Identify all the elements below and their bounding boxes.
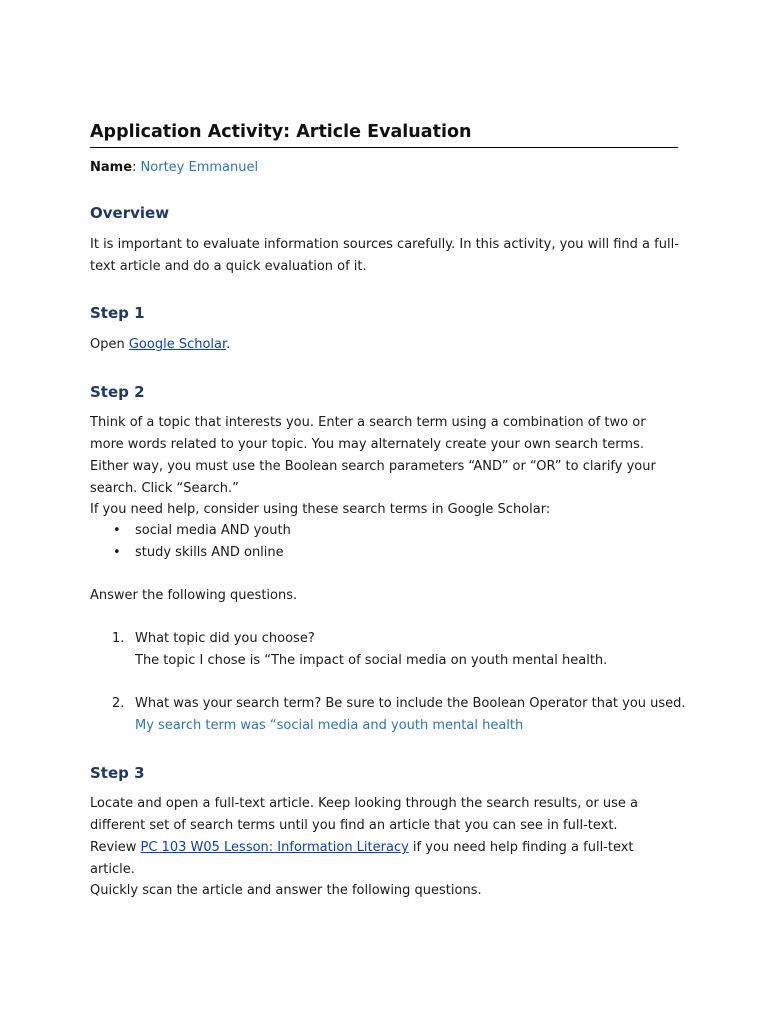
bullet-icon: •	[113, 523, 121, 538]
step2-heading: Step 2	[90, 383, 145, 401]
step1-prefix: Open	[90, 337, 129, 352]
list-item	[90, 542, 291, 564]
step2-help-text: If you need help, consider using these search terms in Google Scholar:	[90, 502, 551, 517]
list-item	[90, 693, 690, 737]
question-2	[90, 693, 690, 737]
name-line	[90, 158, 258, 178]
step3-heading: Step 3	[90, 764, 145, 782]
step1-suffix: .	[226, 337, 231, 352]
question-text: What was your search term? Be sure to include the Boolean Operator that you used.	[135, 696, 686, 711]
question-number: 1.	[112, 631, 125, 646]
question-answer: The topic I chose is “The impact of social media on youth mental health.	[135, 653, 608, 668]
name-value: Nortey Emmanuel	[140, 160, 259, 175]
question-1	[90, 628, 690, 672]
name-separator: :	[132, 160, 137, 175]
list-item	[90, 628, 690, 672]
overview-text: It is important to evaluate information sources carefully. In this activity, you will find a full-text article and do a quick evaluation of it.	[90, 237, 679, 274]
bullet-text: social media AND youth	[135, 523, 291, 538]
list-item	[90, 520, 291, 542]
overview-heading: Overview	[90, 204, 170, 222]
bullet-text: study skills AND online	[135, 545, 284, 560]
step1-text	[90, 334, 680, 356]
step3-text	[90, 793, 665, 881]
answer-prompt: Answer the following questions.	[90, 588, 298, 603]
step2-text: Think of a topic that interests you. Enter a search term using a combination of two or more words related to your topic. You may alternately create your own search terms. Either way, you must use the Boolean search parameters “AND” or “OR” to clarify your search. Click “Search.”	[90, 415, 656, 496]
step3-text-before: Locate and open a full-text article. Keep looking through the search results, or use a different set of search terms until you find an article that you can see in full-text. Review	[90, 796, 639, 855]
bullet-icon: •	[113, 545, 121, 560]
step3-text-after: if you need help finding a full-text article.	[90, 840, 634, 877]
lesson-link[interactable]: PC 103 W05 Lesson: Information Literacy	[140, 840, 409, 855]
scan-text: Quickly scan the article and answer the following questions.	[90, 883, 482, 898]
document-page	[90, 0, 686, 1024]
search-term-suggestions	[90, 520, 291, 564]
name-label: Name	[90, 160, 133, 175]
page-title: Application Activity: Article Evaluation	[90, 120, 678, 148]
question-number: 2.	[112, 696, 125, 711]
step1-heading: Step 1	[90, 304, 145, 322]
question-text: What topic did you choose?	[135, 631, 315, 646]
google-scholar-link[interactable]: Google Scholar	[128, 337, 227, 352]
question-answer: My search term was “social media and youth mental health	[135, 718, 524, 733]
